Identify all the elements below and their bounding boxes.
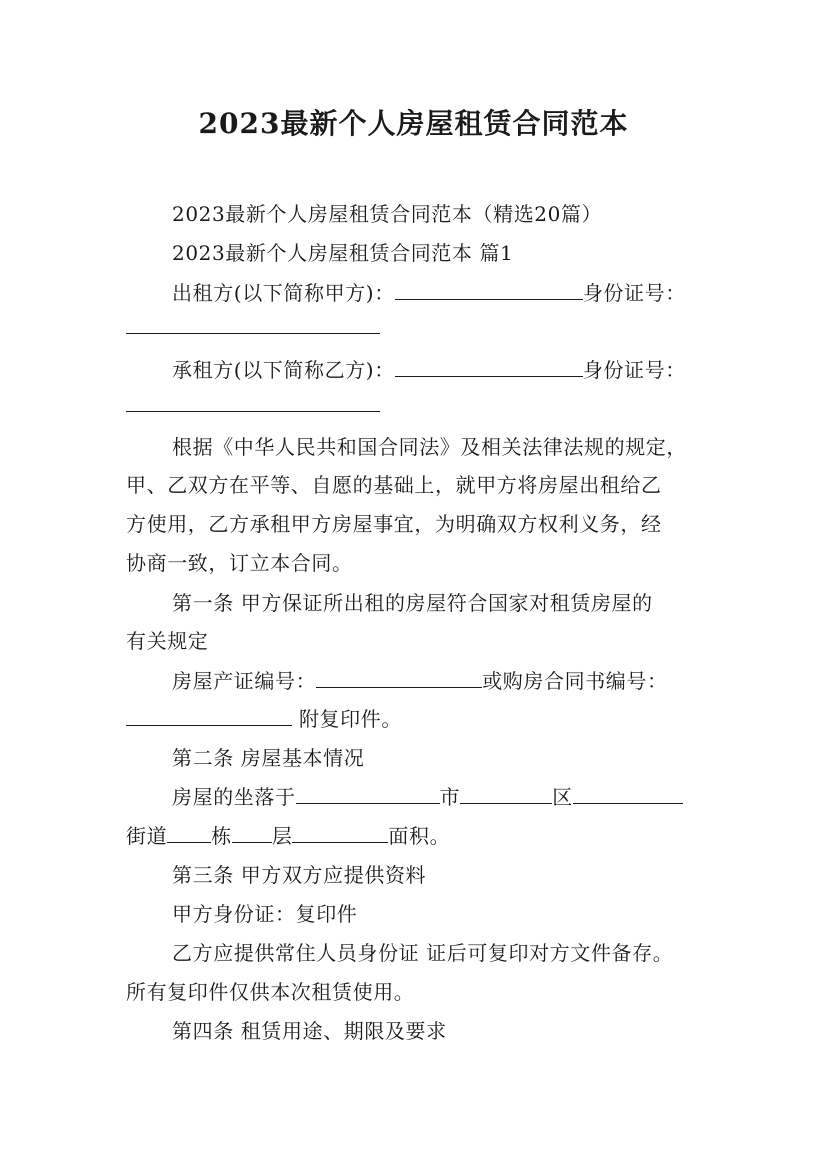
lessor-docs: 甲方身份证：复印件 — [172, 902, 358, 926]
area-label: 面积。 — [388, 824, 451, 848]
lessee-id-label: 身份证号： — [582, 358, 686, 382]
lessee-name-blank — [395, 358, 583, 377]
lessee-docs-line-2: 所有复印件仅供本次租赁使用。 — [126, 980, 415, 1004]
location-blank — [296, 785, 440, 804]
location-line — [172, 784, 683, 810]
street-line — [126, 823, 450, 849]
lessee-line — [172, 357, 686, 383]
lessee-id-blank — [126, 393, 380, 412]
lessor-id-blank — [126, 315, 380, 334]
purchase-number-blank — [126, 707, 292, 726]
subtitle: 2023最新个人房屋租赁合同范本（精选20篇） — [172, 202, 603, 226]
preamble-line-3: 方使用，乙方承租甲方房屋事宜，为明确双方权利义务，经 — [126, 512, 662, 536]
cert-label: 房屋产证编号： — [172, 669, 317, 693]
preamble-line-2: 甲、乙双方在平等、自愿的基础上，就甲方将房屋出租给乙 — [126, 473, 662, 497]
certificate-line — [172, 668, 668, 694]
cert-number-blank — [316, 669, 482, 688]
lessee-label: 承租方(以下简称乙方)： — [172, 358, 395, 382]
lessor-label: 出租方(以下简称甲方)： — [172, 281, 395, 305]
city-label: 市 — [439, 785, 461, 809]
lessee-docs-line-1: 乙方应提供常住人员身份证 证后可复印对方文件备存。 — [172, 941, 674, 965]
article-3-heading: 第三条 甲方双方应提供资料 — [172, 863, 427, 887]
district-blank — [573, 785, 683, 804]
floor-blank — [292, 824, 388, 843]
location-label: 房屋的坐落于 — [172, 785, 296, 809]
article-2-heading: 第二条 房屋基本情况 — [172, 746, 365, 770]
floor-label: 层 — [271, 824, 293, 848]
lessor-id-blank-line — [126, 314, 380, 340]
document-title: 2023最新个人房屋租赁合同范本 — [198, 107, 629, 140]
attach-label: 附复印件。 — [292, 707, 402, 731]
street-blank — [167, 824, 211, 843]
section-heading: 2023最新个人房屋租赁合同范本 篇1 — [172, 241, 514, 265]
purchase-label: 或购房合同书编号： — [482, 669, 668, 693]
district-label: 区 — [552, 785, 573, 809]
lessee-id-blank-line — [126, 392, 380, 418]
building-label: 栋 — [211, 824, 232, 848]
lessor-id-label: 身份证号： — [582, 281, 686, 305]
lessor-name-blank — [395, 281, 583, 300]
article-1-line-1: 第一条 甲方保证所出租的房屋符合国家对租赁房屋的 — [172, 591, 653, 615]
article-1-line-2: 有关规定 — [126, 629, 209, 653]
street-label: 街道 — [126, 824, 168, 848]
preamble-line-4: 协商一致，订立本合同。 — [126, 551, 353, 575]
attachment-line — [126, 706, 402, 732]
building-blank — [232, 824, 272, 843]
lessor-line — [172, 280, 686, 306]
article-4-heading: 第四条 租赁用途、期限及要求 — [172, 1019, 447, 1043]
preamble-line-1: 根据《中华人民共和国合同法》及相关法律法规的规定， — [172, 435, 687, 459]
city-blank — [460, 785, 552, 804]
